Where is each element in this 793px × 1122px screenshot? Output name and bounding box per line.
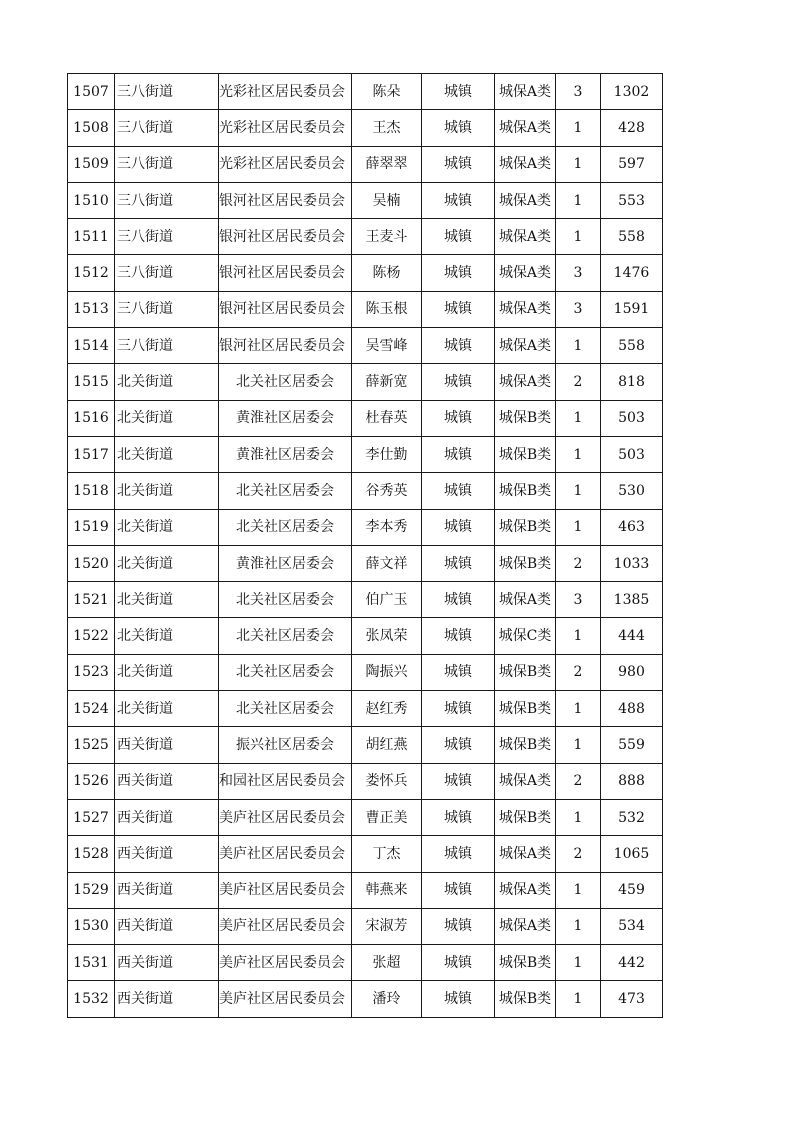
community-cell: 美庐社区居民委员会 (219, 908, 352, 944)
household-count-cell: 2 (556, 654, 601, 690)
category-cell: 城保A类 (495, 328, 556, 364)
household-count-cell: 2 (556, 545, 601, 581)
row-number-cell: 1520 (68, 545, 115, 581)
household-count-cell: 1 (556, 473, 601, 509)
row-number-cell: 1526 (68, 763, 115, 799)
row-number-cell: 1512 (68, 255, 115, 291)
person-name-cell: 娄怀兵 (352, 763, 422, 799)
household-count-cell: 3 (556, 291, 601, 327)
person-name-cell: 韩燕来 (352, 872, 422, 908)
street-cell: 西关街道 (115, 763, 219, 799)
household-count-cell: 3 (556, 255, 601, 291)
person-name-cell: 潘玲 (352, 981, 422, 1017)
row-number-cell: 1527 (68, 799, 115, 835)
person-name-cell: 陈玉根 (352, 291, 422, 327)
household-count-cell: 1 (556, 618, 601, 654)
area-cell: 城镇 (422, 836, 495, 872)
person-name-cell: 薛新宽 (352, 364, 422, 400)
area-cell: 城镇 (422, 509, 495, 545)
table-row (68, 74, 663, 110)
amount-cell: 1065 (601, 836, 663, 872)
street-cell: 北关街道 (115, 545, 219, 581)
street-cell: 北关街道 (115, 436, 219, 472)
row-number-cell: 1531 (68, 945, 115, 981)
area-cell: 城镇 (422, 436, 495, 472)
person-name-cell: 张凤荣 (352, 618, 422, 654)
area-cell: 城镇 (422, 799, 495, 835)
household-count-cell: 1 (556, 799, 601, 835)
community-cell: 光彩社区居民委员会 (219, 110, 352, 146)
category-cell: 城保A类 (495, 146, 556, 182)
street-cell: 西关街道 (115, 836, 219, 872)
community-cell: 北关社区居委会 (219, 654, 352, 690)
table-row (68, 945, 663, 981)
area-cell: 城镇 (422, 872, 495, 908)
area-cell: 城镇 (422, 219, 495, 255)
row-number-cell: 1532 (68, 981, 115, 1017)
row-number-cell: 1514 (68, 328, 115, 364)
area-cell: 城镇 (422, 74, 495, 110)
category-cell: 城保A类 (495, 110, 556, 146)
community-cell: 美庐社区居民委员会 (219, 836, 352, 872)
category-cell: 城保A类 (495, 182, 556, 218)
street-cell: 西关街道 (115, 727, 219, 763)
table-row (68, 219, 663, 255)
row-number-cell: 1513 (68, 291, 115, 327)
category-cell: 城保A类 (495, 836, 556, 872)
table-row (68, 364, 663, 400)
person-name-cell: 赵红秀 (352, 691, 422, 727)
area-cell: 城镇 (422, 582, 495, 618)
household-count-cell: 2 (556, 763, 601, 799)
household-count-cell: 1 (556, 219, 601, 255)
table-row (68, 618, 663, 654)
community-cell: 美庐社区居民委员会 (219, 981, 352, 1017)
table-row (68, 545, 663, 581)
person-name-cell: 吴雪峰 (352, 328, 422, 364)
amount-cell: 597 (601, 146, 663, 182)
area-cell: 城镇 (422, 981, 495, 1017)
person-name-cell: 曹正美 (352, 799, 422, 835)
table-body (68, 74, 663, 1018)
category-cell: 城保B类 (495, 799, 556, 835)
amount-cell: 1302 (601, 74, 663, 110)
community-cell: 和园社区居民委员会 (219, 763, 352, 799)
table-row (68, 908, 663, 944)
area-cell: 城镇 (422, 255, 495, 291)
street-cell: 三八街道 (115, 255, 219, 291)
row-number-cell: 1507 (68, 74, 115, 110)
row-number-cell: 1522 (68, 618, 115, 654)
person-name-cell: 薛文祥 (352, 545, 422, 581)
community-cell: 振兴社区居委会 (219, 727, 352, 763)
amount-cell: 530 (601, 473, 663, 509)
street-cell: 西关街道 (115, 872, 219, 908)
community-cell: 黄淮社区居委会 (219, 545, 352, 581)
row-number-cell: 1519 (68, 509, 115, 545)
household-count-cell: 3 (556, 74, 601, 110)
street-cell: 北关街道 (115, 618, 219, 654)
amount-cell: 818 (601, 364, 663, 400)
category-cell: 城保B类 (495, 473, 556, 509)
area-cell: 城镇 (422, 364, 495, 400)
street-cell: 北关街道 (115, 364, 219, 400)
row-number-cell: 1509 (68, 146, 115, 182)
row-number-cell: 1510 (68, 182, 115, 218)
area-cell: 城镇 (422, 691, 495, 727)
amount-cell: 463 (601, 509, 663, 545)
amount-cell: 558 (601, 328, 663, 364)
category-cell: 城保B类 (495, 436, 556, 472)
table-row (68, 328, 663, 364)
category-cell: 城保B类 (495, 654, 556, 690)
row-number-cell: 1525 (68, 727, 115, 763)
amount-cell: 1591 (601, 291, 663, 327)
amount-cell: 503 (601, 436, 663, 472)
community-cell: 银河社区居民委员会 (219, 182, 352, 218)
amount-cell: 1033 (601, 545, 663, 581)
category-cell: 城保A类 (495, 291, 556, 327)
amount-cell: 1476 (601, 255, 663, 291)
amount-cell: 980 (601, 654, 663, 690)
household-count-cell: 1 (556, 110, 601, 146)
person-name-cell: 宋淑芳 (352, 908, 422, 944)
household-count-cell: 1 (556, 691, 601, 727)
household-count-cell: 1 (556, 981, 601, 1017)
category-cell: 城保A类 (495, 908, 556, 944)
community-cell: 北关社区居委会 (219, 691, 352, 727)
amount-cell: 559 (601, 727, 663, 763)
table-row (68, 436, 663, 472)
row-number-cell: 1515 (68, 364, 115, 400)
row-number-cell: 1530 (68, 908, 115, 944)
person-name-cell: 王杰 (352, 110, 422, 146)
area-cell: 城镇 (422, 400, 495, 436)
area-cell: 城镇 (422, 727, 495, 763)
street-cell: 三八街道 (115, 146, 219, 182)
amount-cell: 1385 (601, 582, 663, 618)
table-row (68, 981, 663, 1017)
street-cell: 北关街道 (115, 400, 219, 436)
amount-cell: 553 (601, 182, 663, 218)
amount-cell: 532 (601, 799, 663, 835)
amount-cell: 459 (601, 872, 663, 908)
community-cell: 北关社区居委会 (219, 618, 352, 654)
person-name-cell: 吴楠 (352, 182, 422, 218)
category-cell: 城保A类 (495, 582, 556, 618)
household-count-cell: 1 (556, 328, 601, 364)
household-count-cell: 1 (556, 872, 601, 908)
category-cell: 城保C类 (495, 618, 556, 654)
row-number-cell: 1523 (68, 654, 115, 690)
category-cell: 城保B类 (495, 981, 556, 1017)
person-name-cell: 杜春英 (352, 400, 422, 436)
amount-cell: 488 (601, 691, 663, 727)
category-cell: 城保B类 (495, 545, 556, 581)
community-cell: 光彩社区居民委员会 (219, 74, 352, 110)
person-name-cell: 陶振兴 (352, 654, 422, 690)
street-cell: 西关街道 (115, 981, 219, 1017)
street-cell: 西关街道 (115, 799, 219, 835)
amount-cell: 442 (601, 945, 663, 981)
household-count-cell: 2 (556, 364, 601, 400)
person-name-cell: 李本秀 (352, 509, 422, 545)
person-name-cell: 丁杰 (352, 836, 422, 872)
street-cell: 北关街道 (115, 509, 219, 545)
category-cell: 城保A类 (495, 255, 556, 291)
table-row (68, 654, 663, 690)
table-row (68, 400, 663, 436)
person-name-cell: 薛翠翠 (352, 146, 422, 182)
row-number-cell: 1518 (68, 473, 115, 509)
community-cell: 银河社区居民委员会 (219, 291, 352, 327)
amount-cell: 558 (601, 219, 663, 255)
street-cell: 三八街道 (115, 110, 219, 146)
person-name-cell: 张超 (352, 945, 422, 981)
community-cell: 银河社区居民委员会 (219, 328, 352, 364)
area-cell: 城镇 (422, 618, 495, 654)
street-cell: 三八街道 (115, 182, 219, 218)
person-name-cell: 谷秀英 (352, 473, 422, 509)
amount-cell: 534 (601, 908, 663, 944)
table-row (68, 509, 663, 545)
table-row (68, 146, 663, 182)
table-row (68, 255, 663, 291)
street-cell: 西关街道 (115, 908, 219, 944)
street-cell: 三八街道 (115, 328, 219, 364)
household-count-cell: 1 (556, 727, 601, 763)
category-cell: 城保B类 (495, 727, 556, 763)
category-cell: 城保B类 (495, 400, 556, 436)
row-number-cell: 1508 (68, 110, 115, 146)
household-count-cell: 1 (556, 146, 601, 182)
area-cell: 城镇 (422, 763, 495, 799)
amount-cell: 888 (601, 763, 663, 799)
area-cell: 城镇 (422, 110, 495, 146)
person-name-cell: 王麦斗 (352, 219, 422, 255)
person-name-cell: 陈杨 (352, 255, 422, 291)
area-cell: 城镇 (422, 146, 495, 182)
row-number-cell: 1511 (68, 219, 115, 255)
household-count-cell: 1 (556, 400, 601, 436)
community-cell: 光彩社区居民委员会 (219, 146, 352, 182)
row-number-cell: 1517 (68, 436, 115, 472)
person-name-cell: 伯广玉 (352, 582, 422, 618)
table-row (68, 182, 663, 218)
household-count-cell: 1 (556, 908, 601, 944)
community-cell: 北关社区居委会 (219, 473, 352, 509)
table-row (68, 110, 663, 146)
area-cell: 城镇 (422, 654, 495, 690)
area-cell: 城镇 (422, 328, 495, 364)
person-name-cell: 胡红燕 (352, 727, 422, 763)
community-cell: 北关社区居委会 (219, 509, 352, 545)
category-cell: 城保B类 (495, 691, 556, 727)
table-row (68, 691, 663, 727)
row-number-cell: 1528 (68, 836, 115, 872)
street-cell: 北关街道 (115, 691, 219, 727)
street-cell: 三八街道 (115, 74, 219, 110)
community-cell: 北关社区居委会 (219, 582, 352, 618)
table-row (68, 473, 663, 509)
area-cell: 城镇 (422, 182, 495, 218)
table-row (68, 836, 663, 872)
category-cell: 城保B类 (495, 945, 556, 981)
community-cell: 银河社区居民委员会 (219, 255, 352, 291)
household-count-cell: 1 (556, 436, 601, 472)
street-cell: 北关街道 (115, 654, 219, 690)
community-cell: 美庐社区居民委员会 (219, 945, 352, 981)
person-name-cell: 陈朵 (352, 74, 422, 110)
household-count-cell: 1 (556, 509, 601, 545)
street-cell: 北关街道 (115, 582, 219, 618)
category-cell: 城保A类 (495, 219, 556, 255)
household-count-cell: 3 (556, 582, 601, 618)
area-cell: 城镇 (422, 291, 495, 327)
category-cell: 城保A类 (495, 364, 556, 400)
household-count-cell: 1 (556, 182, 601, 218)
amount-cell: 428 (601, 110, 663, 146)
table-row (68, 872, 663, 908)
community-cell: 银河社区居民委员会 (219, 219, 352, 255)
amount-cell: 473 (601, 981, 663, 1017)
row-number-cell: 1516 (68, 400, 115, 436)
street-cell: 北关街道 (115, 473, 219, 509)
amount-cell: 444 (601, 618, 663, 654)
table-row (68, 291, 663, 327)
table-row (68, 799, 663, 835)
street-cell: 西关街道 (115, 945, 219, 981)
category-cell: 城保A类 (495, 74, 556, 110)
category-cell: 城保B类 (495, 509, 556, 545)
person-name-cell: 李仕勤 (352, 436, 422, 472)
community-cell: 黄淮社区居委会 (219, 400, 352, 436)
data-table (67, 73, 663, 1018)
amount-cell: 503 (601, 400, 663, 436)
table-row (68, 582, 663, 618)
row-number-cell: 1521 (68, 582, 115, 618)
row-number-cell: 1529 (68, 872, 115, 908)
table-row (68, 763, 663, 799)
street-cell: 三八街道 (115, 219, 219, 255)
community-cell: 美庐社区居民委员会 (219, 799, 352, 835)
table-row (68, 727, 663, 763)
street-cell: 三八街道 (115, 291, 219, 327)
community-cell: 北关社区居委会 (219, 364, 352, 400)
area-cell: 城镇 (422, 545, 495, 581)
area-cell: 城镇 (422, 908, 495, 944)
area-cell: 城镇 (422, 945, 495, 981)
community-cell: 黄淮社区居委会 (219, 436, 352, 472)
category-cell: 城保A类 (495, 872, 556, 908)
category-cell: 城保A类 (495, 763, 556, 799)
area-cell: 城镇 (422, 473, 495, 509)
household-count-cell: 1 (556, 945, 601, 981)
household-count-cell: 2 (556, 836, 601, 872)
community-cell: 美庐社区居民委员会 (219, 872, 352, 908)
row-number-cell: 1524 (68, 691, 115, 727)
